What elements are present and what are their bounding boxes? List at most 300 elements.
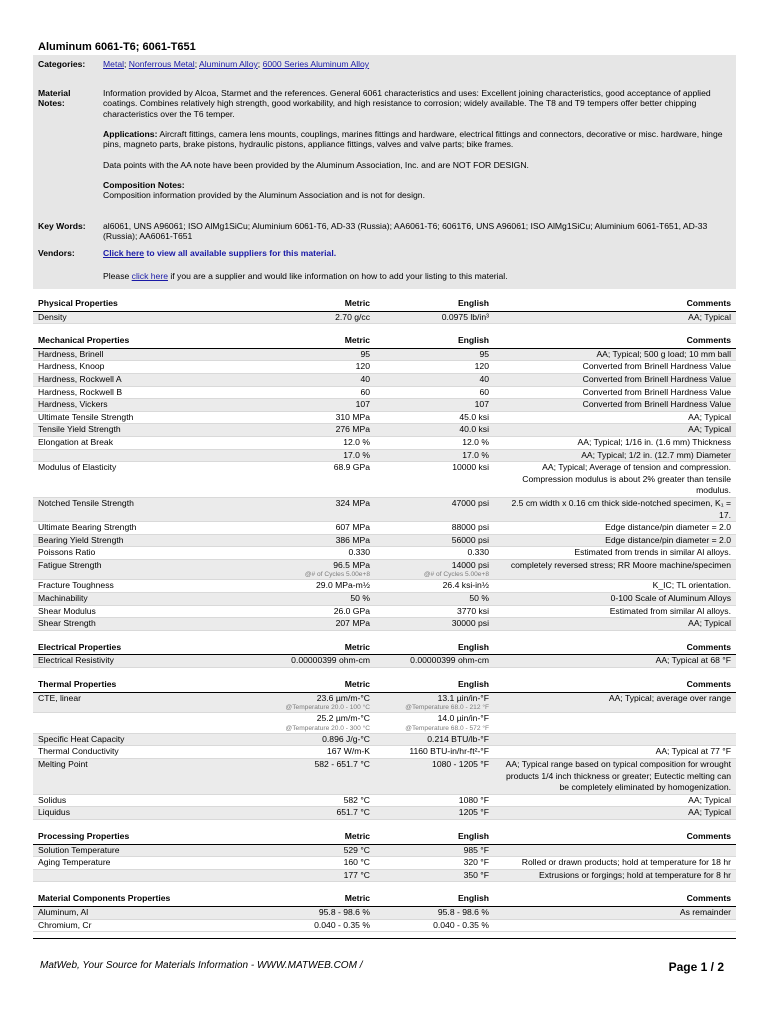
english-header: English [375, 298, 494, 311]
property-name: Fracture Toughness [33, 580, 233, 593]
english-cell [375, 713, 494, 734]
english-cell [375, 547, 494, 560]
metric-cell [233, 462, 375, 498]
english-value: 3770 ksi [456, 605, 489, 616]
metric-header: Metric [233, 642, 375, 655]
comment-cell: Extrusions or forgings; hold at temperature for 8 hr [494, 869, 736, 882]
metric-cell [233, 373, 375, 386]
english-value: 107 [474, 399, 489, 410]
comment-cell: AA; Typical; Average of tension and compression. Compression modulus is about 2% greater than tensile modulus. [494, 462, 736, 498]
metric-value: 95 [360, 348, 370, 359]
english-cell [375, 399, 494, 412]
comment-cell: As remainder [494, 906, 736, 919]
metric-value: 0.896 J/g-°C [322, 733, 370, 744]
english-value: 120 [474, 361, 489, 372]
property-row [33, 655, 736, 668]
property-row [33, 807, 736, 820]
category-link-aluminum-alloy[interactable]: Aluminum Alloy [199, 59, 258, 69]
comments-header: Comments [494, 298, 736, 311]
metric-value: 529 °C [343, 844, 370, 855]
property-name [33, 869, 233, 882]
categories-label: Categories: [38, 59, 86, 69]
english-cell [375, 857, 494, 870]
section-header-row [33, 335, 736, 348]
metric-value: 177 °C [343, 869, 370, 880]
property-row [33, 424, 736, 437]
metric-cell [233, 869, 375, 882]
comment-cell: AA; Typical; 1/16 in. (1.6 mm) Thickness [494, 436, 736, 449]
section-table-mechanical-properties [33, 335, 736, 631]
english-cell [375, 869, 494, 882]
metric-value: 95.8 - 98.6 % [318, 906, 370, 917]
metric-value: 0.040 - 0.35 % [314, 919, 370, 930]
notes-paragraph: Information provided by Alcoa, Starmet and the references. General 6061 characteristics and uses: Excellent joining characteristics, good acceptance of applied coatings. Combines relatively high strength, good workability, and high resistance to corrosion; widely available. The T8 and T9 tempers offer better chipping characteristics over the T6 temper. [103, 88, 711, 119]
metric-value: 107 [355, 399, 370, 410]
comment-cell: AA; Typical at 77 °F [494, 746, 736, 759]
metric-value: 582 °C [343, 794, 370, 805]
section-header-row [33, 831, 736, 844]
english-cell [375, 462, 494, 498]
property-name: Hardness, Rockwell A [33, 373, 233, 386]
english-value: 40 [479, 373, 489, 384]
property-name [33, 449, 233, 462]
supplier-prefix: Please [103, 271, 132, 282]
metric-cell [233, 348, 375, 361]
property-row [33, 547, 736, 560]
english-value: 45.0 ksi [459, 411, 489, 422]
property-name: Machinability [33, 593, 233, 606]
english-cell [375, 559, 494, 580]
comments-header: Comments [494, 893, 736, 906]
property-name: Notched Tensile Strength [33, 497, 233, 521]
property-name: Tensile Yield Strength [33, 424, 233, 437]
property-name: Density [33, 311, 233, 324]
english-value: 13.1 µin/in-°F [437, 692, 489, 703]
property-name: Ultimate Tensile Strength [33, 411, 233, 424]
english-cell [375, 593, 494, 606]
metric-value: 276 MPa [335, 424, 370, 435]
comment-cell [494, 733, 736, 746]
comment-cell: AA; Typical; 1/2 in. (12.7 mm) Diameter [494, 449, 736, 462]
comment-cell: Edge distance/pin diameter = 2.0 [494, 534, 736, 547]
property-name: Hardness, Vickers [33, 399, 233, 412]
metric-cell [233, 759, 375, 795]
applications-label: Applications: [103, 128, 158, 139]
metric-cell [233, 733, 375, 746]
property-row [33, 746, 736, 759]
view-suppliers-text: to view all available suppliers for this material. [144, 248, 337, 258]
metric-cell [233, 547, 375, 560]
metric-header: Metric [233, 893, 375, 906]
comment-cell: AA; Typical; average over range [494, 692, 736, 713]
material-info-panel [33, 55, 736, 289]
comment-cell: AA; Typical range based on typical composition for wrought products 1/4 inch thickness or greater; Eutectic melting can be completely eliminated by homogenization. [494, 759, 736, 795]
english-value: 0.0975 lb/in³ [441, 311, 489, 322]
english-value: 47000 psi [451, 497, 489, 508]
property-row [33, 713, 736, 734]
metric-value: 607 MPa [335, 522, 370, 533]
property-name: Hardness, Brinell [33, 348, 233, 361]
metric-cell [233, 593, 375, 606]
english-value: 1080 °F [458, 794, 489, 805]
property-row [33, 794, 736, 807]
english-value: 0.00000399 ohm-cm [410, 655, 489, 666]
metric-cell [233, 857, 375, 870]
property-row [33, 692, 736, 713]
english-value: 88000 psi [451, 522, 489, 533]
comment-cell [494, 844, 736, 857]
english-cell [375, 411, 494, 424]
comment-cell: AA; Typical [494, 411, 736, 424]
english-value: 26.4 ksi-in½ [442, 580, 489, 591]
section-table-processing-properties [33, 831, 736, 882]
english-cell [375, 844, 494, 857]
notes-content [103, 88, 731, 201]
property-row [33, 449, 736, 462]
metric-cell [233, 618, 375, 631]
metric-cell [233, 580, 375, 593]
english-value: 14.0 µin/in-°F [437, 713, 489, 724]
aa-note-paragraph: Data points with the AA note have been provided by the Aluminum Association, Inc. and are NOT FOR DESIGN. [103, 159, 529, 170]
comment-cell: Edge distance/pin diameter = 2.0 [494, 522, 736, 535]
metric-condition: @Temperature 20.0 - 100 °C [285, 704, 370, 712]
english-cell [375, 794, 494, 807]
keywords-text: al6061, UNS A96061; ISO AlMg1SiCu; Aluminium 6061-T6, AD-33 (Russia); AA6061-T6; 6061T6, UNS A96061; ISO AlMg1SiCu; Aluminium 6061-T651, AD-33 (Russia); AA6061-T651 [103, 221, 708, 242]
metric-cell [233, 713, 375, 734]
english-value: 95 [479, 348, 489, 359]
metric-value: 324 MPa [335, 497, 370, 508]
comment-cell: Converted from Brinell Hardness Value [494, 399, 736, 412]
comment-cell: K_IC; TL orientation. [494, 580, 736, 593]
metric-cell [233, 559, 375, 580]
metric-value: 29.0 MPa-m½ [316, 580, 370, 591]
comment-cell: AA; Typical [494, 311, 736, 324]
comment-cell [494, 919, 736, 932]
section-table-thermal-properties [33, 679, 736, 820]
property-row [33, 534, 736, 547]
property-name: Poissons Ratio [33, 547, 233, 560]
notes-label: Material Notes: [38, 88, 71, 109]
metric-value: 23.6 µm/m-°C [316, 692, 370, 703]
section-header-row [33, 679, 736, 692]
comment-cell: Estimated from similar Al alloys. [494, 605, 736, 618]
english-value: 12.0 % [462, 436, 489, 447]
metric-cell [233, 655, 375, 668]
comment-cell: AA; Typical at 68 °F [494, 655, 736, 668]
comment-cell: AA; Typical [494, 807, 736, 820]
view-suppliers-link[interactable]: Click here [103, 248, 145, 258]
english-cell [375, 580, 494, 593]
property-row [33, 605, 736, 618]
comment-cell: 2.5 cm width x 0.16 cm thick side-notched specimen, K₁ = 17. [494, 497, 736, 521]
metric-cell [233, 361, 375, 374]
english-value: 56000 psi [451, 534, 489, 545]
english-cell [375, 746, 494, 759]
english-value: 1160 BTU-in/hr-ft²-°F [409, 746, 489, 757]
english-value: 0.330 [467, 547, 489, 558]
metric-value: 60 [360, 386, 370, 397]
english-cell [375, 605, 494, 618]
metric-cell [233, 411, 375, 424]
material-title: Aluminum 6061-T6; 6061-T651 [38, 41, 196, 53]
metric-value: 386 MPa [335, 534, 370, 545]
english-header: English [375, 642, 494, 655]
page-number: Page 1 / 2 [668, 960, 724, 974]
english-cell [375, 534, 494, 547]
comment-cell: AA; Typical [494, 794, 736, 807]
english-header: English [375, 831, 494, 844]
english-value: 60 [479, 386, 489, 397]
section-table-electrical-properties [33, 642, 736, 668]
vendors-content [103, 248, 731, 282]
property-row [33, 906, 736, 919]
english-value: 0.040 - 0.35 % [433, 919, 489, 930]
metric-header: Metric [233, 335, 375, 348]
comment-cell: 0-100 Scale of Aluminum Alloys [494, 593, 736, 606]
metric-condition: @# of Cycles 5.00e+8 [304, 571, 370, 579]
property-name: Shear Strength [33, 618, 233, 631]
property-name: Solidus [33, 794, 233, 807]
metric-value: 0.00000399 ohm-cm [291, 655, 370, 666]
metric-cell [233, 746, 375, 759]
property-row [33, 593, 736, 606]
property-row [33, 348, 736, 361]
metric-header: Metric [233, 679, 375, 692]
english-cell [375, 692, 494, 713]
english-cell [375, 449, 494, 462]
english-header: English [375, 335, 494, 348]
categories-list: Metal; Nonferrous Metal; Aluminum Alloy; 6000 Series Aluminum Alloy [103, 59, 370, 69]
comments-header: Comments [494, 335, 736, 348]
property-row [33, 857, 736, 870]
english-cell [375, 733, 494, 746]
applications-paragraph [103, 129, 731, 150]
english-value: 1080 - 1205 °F [432, 759, 489, 769]
comment-cell: AA; Typical; 500 g load; 10 mm ball [494, 348, 736, 361]
english-value: 10000 ksi [452, 462, 489, 473]
metric-value: 310 MPa [335, 411, 370, 422]
comment-cell: Rolled or drawn products; hold at temperature for 18 hr [494, 857, 736, 870]
property-row [33, 559, 736, 580]
property-row [33, 759, 736, 795]
property-name: Ultimate Bearing Strength [33, 522, 233, 535]
metric-value: 17.0 % [343, 449, 370, 460]
metric-cell [233, 424, 375, 437]
property-row [33, 844, 736, 857]
english-value: 30000 psi [451, 618, 489, 629]
comment-cell: Converted from Brinell Hardness Value [494, 386, 736, 399]
comment-cell [494, 713, 736, 734]
english-header: English [375, 679, 494, 692]
english-value: 95.8 - 98.6 % [437, 906, 489, 917]
property-row [33, 311, 736, 324]
english-cell [375, 348, 494, 361]
metric-cell [233, 844, 375, 857]
property-name: Aging Temperature [33, 857, 233, 870]
property-name: Melting Point [33, 759, 233, 795]
property-name: Hardness, Rockwell B [33, 386, 233, 399]
comments-header: Comments [494, 642, 736, 655]
property-row [33, 462, 736, 498]
metric-value: 582 - 651.7 °C [314, 759, 370, 769]
property-name: Modulus of Elasticity [33, 462, 233, 498]
english-value: 0.214 BTU/lb-°F [427, 733, 489, 744]
section-title: Thermal Properties [33, 679, 233, 692]
metric-value: 167 W/m-K [327, 746, 370, 757]
property-row [33, 497, 736, 521]
metric-value: 25.2 µm/m-°C [316, 713, 370, 724]
english-cell [375, 906, 494, 919]
section-table-material-components-properties [33, 893, 736, 932]
metric-cell [233, 605, 375, 618]
comment-cell: Converted from Brinell Hardness Value [494, 361, 736, 374]
metric-cell [233, 807, 375, 820]
metric-value: 40 [360, 373, 370, 384]
metric-cell [233, 534, 375, 547]
property-name: Fatigue Strength [33, 559, 233, 580]
metric-cell [233, 399, 375, 412]
section-header-row [33, 298, 736, 311]
property-row [33, 580, 736, 593]
property-row [33, 919, 736, 932]
comment-cell: Converted from Brinell Hardness Value [494, 373, 736, 386]
footer-text: MatWeb, Your Source for Materials Information - WWW.MATWEB.COM / [40, 960, 363, 971]
comment-cell: completely reversed stress; RR Moore machine/specimen [494, 559, 736, 580]
composition-text: Composition information provided by the Aluminum Association and is not for design. [103, 190, 425, 201]
property-row [33, 373, 736, 386]
metric-value: 120 [355, 361, 370, 372]
english-cell [375, 919, 494, 932]
metric-cell [233, 436, 375, 449]
property-row [33, 522, 736, 535]
property-row [33, 618, 736, 631]
english-cell [375, 759, 494, 795]
metric-value: 0.330 [348, 547, 370, 558]
comment-cell: Estimated from trends in similar Al alloys. [494, 547, 736, 560]
section-title: Electrical Properties [33, 642, 233, 655]
comment-cell: AA; Typical [494, 424, 736, 437]
category-link-6000-series[interactable]: 6000 Series Aluminum Alloy [262, 59, 370, 69]
property-name: Bearing Yield Strength [33, 534, 233, 547]
section-title: Physical Properties [33, 298, 233, 311]
comments-header: Comments [494, 831, 736, 844]
metric-value: 2.70 g/cc [335, 311, 370, 322]
property-name [33, 713, 233, 734]
metric-header: Metric [233, 831, 375, 844]
english-value: 40.0 ksi [459, 424, 489, 435]
section-title: Material Components Properties [33, 893, 233, 906]
comments-header: Comments [494, 679, 736, 692]
metric-cell [233, 692, 375, 713]
english-cell [375, 386, 494, 399]
property-name: CTE, linear [33, 692, 233, 713]
property-name: Liquidus [33, 807, 233, 820]
property-tables [33, 298, 736, 932]
metric-value: 68.9 GPa [333, 462, 370, 473]
english-cell [375, 361, 494, 374]
metric-cell [233, 794, 375, 807]
metric-cell [233, 919, 375, 932]
property-row [33, 869, 736, 882]
property-row [33, 411, 736, 424]
metric-value: 207 MPa [335, 618, 370, 629]
property-row [33, 733, 736, 746]
property-row [33, 361, 736, 374]
english-cell [375, 522, 494, 535]
property-name: Shear Modulus [33, 605, 233, 618]
english-condition: @Temperature 68.0 - 212 °F [405, 704, 489, 712]
metric-cell [233, 497, 375, 521]
keywords-label: Key Words: [38, 221, 86, 231]
property-name: Elongation at Break [33, 436, 233, 449]
metric-value: 50 % [350, 593, 370, 604]
property-row [33, 436, 736, 449]
property-name: Hardness, Knoop [33, 361, 233, 374]
metric-cell [233, 311, 375, 324]
category-link-nonferrous[interactable]: Nonferrous Metal [128, 59, 195, 69]
english-cell [375, 807, 494, 820]
supplier-info-text: if you are a supplier and would like information on how to add your listing to this material. [167, 271, 508, 282]
english-value: 350 °F [463, 869, 489, 880]
english-condition: @Temperature 68.0 - 572 °F [405, 724, 489, 732]
section-header-row [33, 893, 736, 906]
comment-cell: AA; Typical [494, 618, 736, 631]
property-name: Electrical Resistivity [33, 655, 233, 668]
english-cell [375, 618, 494, 631]
english-cell [375, 424, 494, 437]
section-header-row [33, 642, 736, 655]
property-name: Chromium, Cr [33, 919, 233, 932]
english-cell [375, 655, 494, 668]
metric-value: 12.0 % [343, 436, 370, 447]
metric-cell [233, 906, 375, 919]
english-value: 50 % [469, 593, 489, 604]
metric-header: Metric [233, 298, 375, 311]
composition-label: Composition Notes: [103, 179, 185, 190]
english-value: 320 °F [463, 857, 489, 868]
metric-cell [233, 522, 375, 535]
english-cell [375, 373, 494, 386]
metric-value: 160 °C [343, 857, 370, 868]
english-condition: @# of Cycles 5.00e+8 [423, 571, 489, 579]
category-link-metal[interactable]: Metal [103, 59, 125, 69]
english-value: 985 °F [463, 844, 489, 855]
english-cell [375, 497, 494, 521]
metric-condition: @Temperature 20.0 - 300 °C [285, 724, 370, 732]
english-value: 1205 °F [458, 807, 489, 818]
english-cell [375, 436, 494, 449]
applications-text: Aircraft fittings, camera lens mounts, couplings, marines fittings and hardware, electrical fittings and connectors, decorative or misc. hardware, hinge pins, magneto parts, brake pistons, hydraulic pistons, appliance fittings, valves and valve parts; bike frames. [103, 128, 723, 150]
property-row [33, 386, 736, 399]
metric-value: 96.5 MPa [333, 559, 370, 570]
english-cell [375, 311, 494, 324]
vendors-label: Vendors: [38, 248, 75, 258]
section-table-physical-properties [33, 298, 736, 324]
property-name: Specific Heat Capacity [33, 733, 233, 746]
property-row [33, 399, 736, 412]
section-title: Processing Properties [33, 831, 233, 844]
footer-divider [33, 938, 736, 939]
english-value: 14000 psi [451, 559, 489, 570]
property-name: Solution Temperature [33, 844, 233, 857]
metric-value: 651.7 °C [336, 807, 370, 818]
section-title: Mechanical Properties [33, 335, 233, 348]
property-name: Aluminum, Al [33, 906, 233, 919]
metric-cell [233, 386, 375, 399]
english-header: English [375, 893, 494, 906]
supplier-info-link[interactable]: click here [131, 271, 168, 282]
english-value: 17.0 % [462, 449, 489, 460]
